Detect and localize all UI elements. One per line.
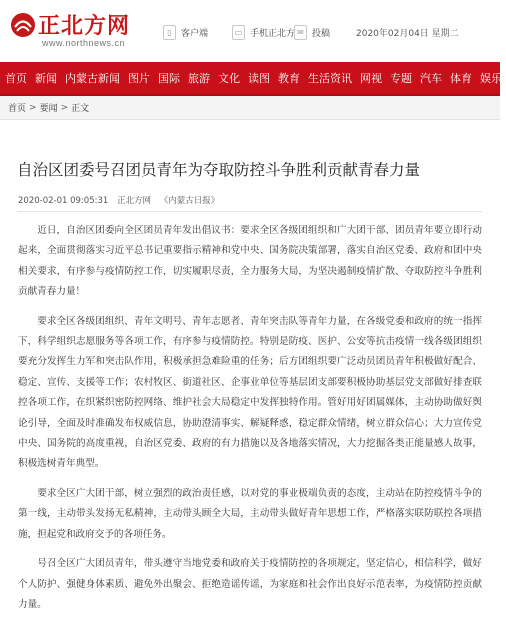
mobile-site-link[interactable]: [232, 24, 295, 40]
article-body: [18, 221, 482, 624]
article-paragraph: 号召全区广大团员青年，带头遵守当地党委和政府关于疫情防控的各项规定，坚定信心，相信科学，做好个人防护、强健身体素质、避免外出聚会、拒绝造谣传谣，为家庭和社会作出良好示范表率，为疫情防控贡献力量。: [18, 558, 482, 610]
logo-mark-icon: [10, 12, 36, 38]
breadcrumb-headlines[interactable]: 要闻: [39, 104, 58, 114]
article-meta: [18, 194, 225, 206]
article: [0, 130, 500, 610]
nav-item-culture[interactable]: 文化: [218, 72, 240, 85]
nav-item-video[interactable]: 网视: [360, 72, 382, 85]
client-app-link[interactable]: [163, 24, 208, 40]
article-title: 自治区团委号召团员青年为夺取防控斗争胜利贡献青春力量: [17, 161, 421, 179]
breadcrumb: [0, 96, 500, 120]
logo-text: 正北方网: [38, 13, 131, 39]
client-app-label: 客户端: [181, 28, 209, 39]
nav-item-education[interactable]: 教育: [278, 72, 300, 85]
submit-label: 投稿: [312, 28, 331, 39]
mail-icon: ✉: [294, 25, 307, 40]
article-paragraph: 要求全区各级团组织、青年文明号、青年志愿者、青年突击队等青年力量，在各级党委和政府的统一指挥下，科学组织志愿服务等各项工作，有序参与疫情防控。特别是防疫、医护、公安等抗击疫情一线各级团组织要充分发挥生力军和突击队作用，积极承担急难险重的任务；后方团组织要广泛动员团员青年积极做好配合、稳定、宣传、支援等工作；农村牧区、街道社区、企事业单位等基层团支部要积极协助基层党支部做好排查联控各项工作，在织紧织密防控网络、维护社会大局稳定中发挥独特作用。管好用好团属媒体，主动协助做好舆论引导，全面及时准确发布权威信息，协助澄清事实、解疑释惑，稳定群众情绪，树立群众信心；大力宣传党中央、国务院的高度重视，自治区党委、政府的有力措施以及各地落实情况，大力挖掘各类正能量感人故事，积极选树青年典型。: [18, 315, 482, 470]
logo-url: www.northnews.cn: [42, 38, 126, 48]
breadcrumb-home[interactable]: 首页: [8, 104, 27, 114]
nav-item-photo-reading[interactable]: 读图: [248, 72, 270, 85]
current-date: 2020年02月04日 星期二: [356, 29, 459, 39]
title-divider: [17, 211, 482, 212]
phone-icon: ▭: [232, 25, 245, 40]
site-logo[interactable]: [10, 9, 131, 53]
publish-time: 2020-02-01 09:05:31: [18, 196, 109, 206]
nav-item-auto[interactable]: 汽车: [420, 72, 442, 85]
nav-item-international[interactable]: 国际: [158, 72, 180, 85]
main-nav: [0, 62, 500, 96]
breadcrumb-separator: >: [29, 102, 37, 113]
article-origin: 《内蒙古日报》: [159, 196, 220, 206]
nav-item-travel[interactable]: 旅游: [188, 72, 210, 85]
nav-item-sports[interactable]: 体育: [450, 72, 472, 85]
mobile-site-label: 手机正北方: [250, 28, 296, 39]
article-source: 正北方网: [116, 196, 151, 206]
article-paragraph: 要求全区广大团干部，树立强烈的政治责任感，以对党的事业极端负责的态度，主动站在防控疫情斗争的第一线，主动带头发扬无私精神，主动带头顾全大局，主动带头做好青年思想工作，严格落实联防联控各项措施，担起党和政府交予的各项任务。: [18, 487, 482, 540]
nav-item-pictures[interactable]: 图片: [128, 72, 150, 85]
nav-item-entertainment[interactable]: 娱乐: [480, 72, 502, 85]
nav-item-inner-mongolia-news[interactable]: 内蒙古新闻: [65, 72, 120, 85]
nav-item-news[interactable]: 新闻: [35, 72, 57, 85]
submit-link[interactable]: [294, 24, 330, 40]
mobile-app-icon: ▯: [163, 25, 176, 40]
nav-item-home[interactable]: 首页: [5, 72, 27, 85]
article-paragraph: 近日，自治区团委向全区团员青年发出倡议书：要求全区各级团组织和广大团干部、团员青年要立即行动起来，全面贯彻落实习近平总书记重要指示精神和党中央、国务院决策部署，落实自治区党委、政府和团中央相关要求，有序参与疫情防控工作，切实履职尽责，全力服务大局，为坚决遏制疫情扩散、夺取防控斗争胜利贡献青春力量！: [18, 225, 482, 298]
nav-item-life-info[interactable]: 生活资讯: [308, 72, 352, 85]
site-header: [0, 0, 500, 62]
breadcrumb-current: 正文: [71, 104, 90, 114]
breadcrumb-separator: >: [60, 102, 69, 113]
nav-item-topics[interactable]: 专题: [390, 72, 412, 85]
